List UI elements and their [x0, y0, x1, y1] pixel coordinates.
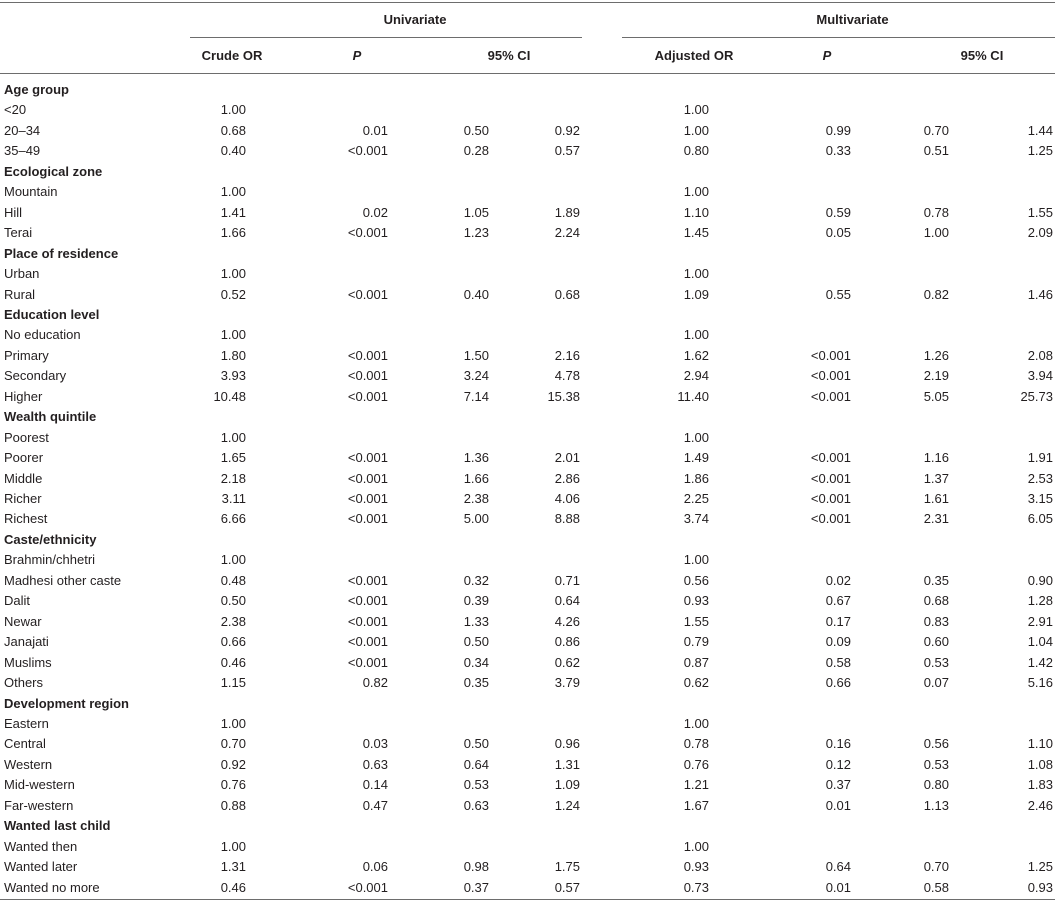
cell-ci-lower-univariate: 0.32 [463, 572, 489, 588]
cell-ci-lower-multivariate: 0.70 [923, 122, 949, 138]
row-label: Rural [4, 286, 36, 302]
cell-ci-upper-univariate: 2.16 [554, 347, 580, 363]
cell-ci-upper-multivariate: 2.09 [1027, 225, 1053, 241]
section-header: Development region [4, 695, 129, 711]
cell-crude-or: 0.48 [220, 572, 246, 588]
cell-crude-or: 0.46 [220, 879, 246, 895]
cell-ci-upper-multivariate: 1.04 [1027, 634, 1053, 650]
cell-ci-upper-multivariate: 1.91 [1027, 450, 1053, 466]
cell-ci-lower-univariate: 1.23 [463, 225, 489, 241]
cell-ci-upper-multivariate: 0.93 [1027, 879, 1053, 895]
cell-crude-or: 2.38 [220, 613, 246, 629]
cell-ci-upper-univariate: 4.78 [554, 368, 580, 384]
cell-p-univariate: <0.001 [347, 654, 388, 670]
cell-adjusted-or: 1.00 [683, 715, 709, 731]
cell-p-univariate: <0.001 [347, 450, 388, 466]
cell-adjusted-or: 1.86 [683, 470, 709, 486]
cell-adjusted-or: 2.25 [683, 491, 709, 506]
cell-ci-lower-multivariate: 0.07 [923, 675, 949, 691]
cell-adjusted-or: 1.09 [683, 286, 709, 302]
row-label: 35–49 [4, 143, 41, 159]
cell-crude-or: 1.00 [220, 184, 246, 200]
cell-p-multivariate: 0.67 [825, 593, 851, 609]
row-label: Wanted no more [4, 879, 100, 895]
cell-crude-or: 1.65 [220, 450, 246, 466]
cell-adjusted-or: 0.87 [683, 654, 709, 670]
cell-ci-upper-univariate: 0.96 [554, 736, 580, 752]
top-rule [0, 2, 1055, 3]
cell-crude-or: 0.88 [220, 797, 246, 813]
cell-crude-or: 1.00 [220, 327, 246, 343]
cell-adjusted-or: 0.78 [683, 736, 709, 752]
cell-adjusted-or: 2.94 [683, 368, 709, 384]
col-header-ci-multivariate: 95% CI [960, 48, 1004, 63]
cell-ci-upper-multivariate: 1.42 [1027, 654, 1053, 670]
row-label: Mid-western [4, 777, 75, 793]
cell-adjusted-or: 3.74 [683, 511, 709, 527]
row-label: Middle [4, 470, 43, 486]
cell-ci-upper-univariate: 2.86 [554, 470, 580, 486]
cell-crude-or: 0.52 [220, 286, 246, 302]
cell-ci-lower-univariate: 0.98 [463, 859, 489, 875]
cell-p-univariate: <0.001 [347, 347, 388, 363]
cell-adjusted-or: 1.62 [683, 347, 709, 363]
row-label: Western [4, 756, 53, 772]
cell-crude-or: 1.41 [220, 204, 246, 220]
cell-adjusted-or: 1.00 [683, 266, 709, 282]
cell-p-multivariate: <0.001 [810, 470, 851, 486]
cell-p-multivariate: <0.001 [810, 368, 851, 384]
row-label: Poorest [4, 429, 49, 445]
cell-ci-upper-multivariate: 3.94 [1027, 368, 1053, 384]
cell-ci-upper-multivariate: 1.08 [1027, 756, 1053, 772]
cell-p-multivariate: 0.01 [825, 879, 851, 895]
cell-adjusted-or: 0.76 [683, 756, 709, 772]
cell-crude-or: 1.00 [220, 429, 246, 445]
row-label: No education [4, 327, 81, 343]
cell-ci-lower-univariate: 0.50 [463, 736, 489, 752]
row-label: Higher [4, 388, 43, 404]
row-label: Mountain [4, 184, 58, 200]
cell-p-multivariate: 0.05 [825, 225, 851, 241]
cell-p-univariate: <0.001 [347, 388, 388, 404]
row-label: <20 [4, 102, 27, 118]
cell-ci-upper-univariate: 3.79 [554, 675, 580, 691]
cell-p-multivariate: 0.02 [825, 572, 851, 588]
cell-adjusted-or: 1.00 [683, 552, 709, 568]
row-label: Hill [4, 204, 23, 220]
cell-ci-lower-univariate: 2.38 [463, 491, 489, 506]
cell-ci-upper-univariate: 1.75 [554, 859, 580, 875]
cell-adjusted-or: 1.00 [683, 122, 709, 138]
col-header-p-univariate: P [352, 48, 362, 63]
cell-crude-or: 1.00 [220, 715, 246, 731]
cell-crude-or: 1.31 [220, 859, 246, 875]
cell-p-multivariate: <0.001 [810, 450, 851, 466]
cell-ci-lower-univariate: 0.50 [463, 634, 489, 650]
cell-adjusted-or: 0.80 [683, 143, 709, 159]
cell-ci-lower-multivariate: 0.68 [923, 593, 949, 609]
cell-p-multivariate: 0.58 [825, 654, 851, 670]
cell-ci-lower-univariate: 1.05 [463, 204, 489, 220]
cell-adjusted-or: 11.40 [677, 388, 709, 404]
cell-ci-upper-multivariate: 1.25 [1027, 143, 1053, 159]
cell-ci-lower-univariate: 0.50 [463, 122, 489, 138]
cell-ci-upper-univariate: 2.01 [554, 450, 580, 466]
cell-ci-lower-univariate: 0.28 [463, 143, 489, 159]
cell-adjusted-or: 0.56 [683, 572, 709, 588]
cell-crude-or: 0.50 [220, 593, 246, 609]
cell-ci-lower-univariate: 0.34 [463, 654, 489, 670]
cell-ci-lower-multivariate: 2.19 [923, 368, 949, 384]
cell-p-univariate: 0.06 [362, 859, 388, 875]
cell-ci-lower-univariate: 1.50 [463, 347, 489, 363]
cell-ci-upper-multivariate: 1.25 [1027, 859, 1053, 875]
cell-p-multivariate: 0.33 [825, 143, 851, 159]
cell-adjusted-or: 1.00 [683, 838, 709, 854]
cell-ci-upper-multivariate: 0.90 [1027, 572, 1053, 588]
cell-ci-lower-multivariate: 0.53 [923, 654, 949, 670]
cell-ci-lower-multivariate: 2.31 [923, 511, 949, 527]
cell-ci-lower-multivariate: 1.26 [923, 347, 949, 363]
row-label: Janajati [4, 634, 49, 650]
cell-ci-upper-univariate: 0.92 [554, 122, 580, 138]
cell-p-univariate: <0.001 [347, 572, 388, 588]
cell-ci-upper-univariate: 1.24 [554, 797, 580, 813]
cell-p-univariate: 0.14 [362, 777, 388, 793]
cell-ci-lower-multivariate: 1.61 [923, 491, 949, 506]
cell-p-multivariate: <0.001 [810, 388, 851, 404]
section-header: Age group [4, 82, 69, 97]
cell-crude-or: 1.66 [220, 225, 246, 241]
cell-p-univariate: <0.001 [347, 286, 388, 302]
cell-ci-lower-multivariate: 0.58 [923, 879, 949, 895]
cell-ci-lower-multivariate: 0.83 [923, 613, 949, 629]
section-header: Education level [4, 306, 100, 322]
multivariate-rule [622, 37, 1055, 38]
section-header: Place of residence [4, 245, 119, 261]
group-header-univariate: Univariate [383, 12, 447, 27]
cell-adjusted-or: 0.79 [683, 634, 709, 650]
cell-ci-upper-multivariate: 3.15 [1027, 491, 1053, 506]
cell-ci-upper-multivariate: 5.16 [1027, 675, 1053, 691]
cell-adjusted-or: 0.62 [683, 675, 709, 691]
cell-adjusted-or: 1.00 [683, 184, 709, 200]
cell-ci-lower-multivariate: 0.53 [923, 756, 949, 772]
col-header-adjusted-or: Adjusted OR [654, 48, 734, 63]
cell-p-multivariate: <0.001 [810, 511, 851, 527]
cell-adjusted-or: 1.10 [683, 204, 709, 220]
univariate-rule [190, 37, 582, 38]
cell-adjusted-or: 1.00 [683, 327, 709, 343]
cell-ci-upper-univariate: 0.86 [554, 634, 580, 650]
cell-adjusted-or: 0.93 [683, 859, 709, 875]
cell-p-univariate: <0.001 [347, 368, 388, 384]
cell-p-univariate: <0.001 [347, 143, 388, 159]
row-label: Madhesi other caste [4, 572, 122, 588]
cell-p-univariate: 0.03 [362, 736, 388, 752]
cell-crude-or: 0.66 [220, 634, 246, 650]
row-label: Brahmin/chhetri [4, 552, 96, 568]
cell-ci-upper-univariate: 2.24 [554, 225, 580, 241]
cell-p-multivariate: 0.66 [825, 675, 851, 691]
cell-p-multivariate: 0.17 [825, 613, 851, 629]
cell-crude-or: 1.00 [220, 102, 246, 118]
cell-ci-lower-univariate: 1.33 [463, 613, 489, 629]
cell-ci-upper-univariate: 4.06 [554, 491, 580, 506]
cell-adjusted-or: 0.93 [683, 593, 709, 609]
cell-crude-or: 10.48 [213, 388, 246, 404]
cell-p-multivariate: <0.001 [810, 347, 851, 363]
cell-ci-upper-univariate: 0.71 [554, 572, 580, 588]
cell-p-multivariate: 0.37 [825, 777, 851, 793]
cell-p-multivariate: 0.16 [825, 736, 851, 752]
cell-adjusted-or: 1.21 [683, 777, 709, 793]
cell-ci-upper-multivariate: 25.73 [1020, 388, 1053, 404]
cell-p-univariate: <0.001 [347, 511, 388, 527]
cell-adjusted-or: 0.73 [683, 879, 709, 895]
cell-p-univariate: 0.47 [362, 797, 388, 813]
row-label: 20–34 [4, 122, 41, 138]
row-label: Muslims [4, 654, 52, 670]
cell-ci-lower-univariate: 0.63 [463, 797, 489, 813]
cell-ci-upper-univariate: 1.09 [554, 777, 580, 793]
section-header: Caste/ethnicity [4, 531, 97, 547]
row-label: Poorer [4, 450, 44, 466]
cell-crude-or: 0.76 [220, 777, 246, 793]
row-label: Urban [4, 266, 40, 282]
cell-ci-upper-univariate: 0.62 [554, 654, 580, 670]
col-header-crude-or: Crude OR [201, 48, 263, 63]
row-label: Richer [4, 491, 42, 506]
cell-adjusted-or: 1.00 [683, 429, 709, 445]
cell-ci-upper-univariate: 15.38 [547, 388, 580, 404]
cell-crude-or: 0.70 [220, 736, 246, 752]
cell-crude-or: 0.68 [220, 122, 246, 138]
cell-adjusted-or: 1.45 [683, 225, 709, 241]
bottom-rule [0, 899, 1055, 900]
cell-ci-upper-multivariate: 2.46 [1027, 797, 1053, 813]
cell-ci-lower-univariate: 0.40 [463, 286, 489, 302]
cell-p-univariate: <0.001 [347, 470, 388, 486]
cell-crude-or: 6.66 [220, 511, 246, 527]
cell-ci-upper-multivariate: 1.44 [1027, 122, 1053, 138]
cell-adjusted-or: 1.67 [683, 797, 709, 813]
cell-ci-upper-multivariate: 2.08 [1027, 347, 1053, 363]
cell-ci-lower-multivariate: 0.82 [923, 286, 949, 302]
cell-ci-upper-multivariate: 1.83 [1027, 777, 1053, 793]
cell-ci-lower-multivariate: 1.16 [923, 450, 949, 466]
row-label: Secondary [4, 368, 67, 384]
row-label: Dalit [4, 593, 31, 609]
cell-ci-lower-multivariate: 0.80 [923, 777, 949, 793]
cell-ci-upper-multivariate: 1.28 [1027, 593, 1053, 609]
cell-ci-upper-univariate: 1.89 [554, 204, 580, 220]
cell-ci-upper-univariate: 0.68 [554, 286, 580, 302]
cell-ci-lower-univariate: 0.37 [463, 879, 489, 895]
cell-adjusted-or: 1.00 [683, 102, 709, 118]
cell-crude-or: 0.92 [220, 756, 246, 772]
cell-adjusted-or: 1.55 [683, 613, 709, 629]
cell-ci-lower-multivariate: 0.70 [923, 859, 949, 875]
cell-p-univariate: <0.001 [347, 593, 388, 609]
row-label: Primary [4, 347, 49, 363]
cell-p-univariate: 0.02 [362, 204, 388, 220]
row-label: Central [4, 736, 46, 752]
cell-ci-upper-multivariate: 1.55 [1027, 204, 1053, 220]
cell-ci-upper-univariate: 1.31 [554, 756, 580, 772]
section-header: Wanted last child [4, 818, 111, 834]
row-label: Eastern [4, 715, 49, 731]
cell-p-univariate: 0.63 [362, 756, 388, 772]
group-header-multivariate: Multivariate [816, 12, 889, 27]
cell-ci-upper-multivariate: 2.91 [1027, 613, 1053, 629]
cell-p-multivariate: 0.09 [825, 634, 851, 650]
cell-p-multivariate: <0.001 [810, 491, 851, 506]
cell-ci-lower-univariate: 0.53 [463, 777, 489, 793]
cell-crude-or: 1.00 [220, 266, 246, 282]
cell-crude-or: 0.40 [220, 143, 246, 159]
cell-ci-lower-univariate: 3.24 [463, 368, 489, 384]
cell-ci-lower-multivariate: 0.56 [923, 736, 949, 752]
cell-p-univariate: <0.001 [347, 225, 388, 241]
cell-ci-lower-univariate: 1.36 [463, 450, 489, 466]
cell-ci-lower-multivariate: 1.37 [923, 470, 949, 486]
cell-ci-lower-multivariate: 0.51 [923, 143, 949, 159]
cell-p-univariate: <0.001 [347, 491, 388, 506]
cell-p-multivariate: 0.59 [825, 204, 851, 220]
row-label: Wanted then [4, 838, 78, 854]
section-header: Ecological zone [4, 163, 103, 179]
cell-p-multivariate: 0.55 [825, 286, 851, 302]
cell-p-univariate: <0.001 [347, 613, 388, 629]
cell-p-univariate: <0.001 [347, 879, 388, 895]
cell-ci-upper-multivariate: 2.53 [1027, 470, 1053, 486]
cell-crude-or: 1.00 [220, 838, 246, 854]
cell-ci-lower-multivariate: 0.60 [923, 634, 949, 650]
cell-adjusted-or: 1.49 [683, 450, 709, 466]
cell-ci-upper-univariate: 0.57 [554, 143, 580, 159]
cell-p-multivariate: 0.99 [825, 122, 851, 138]
col-header-p-multivariate: P [822, 48, 832, 63]
cell-p-univariate: <0.001 [347, 634, 388, 650]
row-label: Far-western [4, 797, 74, 813]
row-label: Richest [4, 511, 48, 527]
cell-ci-lower-univariate: 5.00 [463, 511, 489, 527]
cell-ci-lower-univariate: 7.14 [463, 388, 489, 404]
cell-crude-or: 0.46 [220, 654, 246, 670]
cell-ci-lower-multivariate: 5.05 [923, 388, 949, 404]
cell-ci-lower-univariate: 0.64 [463, 756, 489, 772]
cell-ci-lower-multivariate: 0.35 [923, 572, 949, 588]
cell-p-univariate: 0.82 [362, 675, 388, 691]
cell-ci-upper-multivariate: 1.10 [1027, 736, 1053, 752]
cell-crude-or: 3.93 [220, 368, 246, 384]
cell-p-univariate: 0.01 [362, 122, 388, 138]
cell-ci-lower-univariate: 0.35 [463, 675, 489, 691]
cell-crude-or: 2.18 [220, 470, 246, 486]
cell-p-multivariate: 0.12 [825, 756, 851, 772]
cell-ci-lower-univariate: 0.39 [463, 593, 489, 609]
cell-ci-upper-univariate: 0.57 [554, 879, 580, 895]
cell-crude-or: 1.80 [220, 347, 246, 363]
cell-ci-lower-univariate: 1.66 [463, 470, 489, 486]
cell-ci-upper-multivariate: 1.46 [1027, 286, 1053, 302]
cell-ci-upper-multivariate: 6.05 [1027, 511, 1053, 527]
row-label: Terai [4, 225, 33, 241]
cell-p-multivariate: 0.64 [825, 859, 851, 875]
cell-ci-lower-multivariate: 0.78 [923, 204, 949, 220]
cell-crude-or: 3.11 [221, 491, 246, 506]
cell-ci-upper-univariate: 4.26 [554, 613, 580, 629]
header-rule [0, 73, 1055, 74]
row-label: Wanted later [4, 859, 78, 875]
row-label: Others [4, 675, 44, 691]
cell-ci-lower-multivariate: 1.00 [923, 225, 949, 241]
col-header-ci-univariate: 95% CI [487, 48, 531, 63]
row-label: Newar [4, 613, 42, 629]
cell-ci-lower-multivariate: 1.13 [923, 797, 949, 813]
cell-crude-or: 1.00 [220, 552, 246, 568]
cell-crude-or: 1.15 [220, 675, 246, 691]
cell-ci-upper-univariate: 8.88 [554, 511, 580, 527]
section-header: Wealth quintile [4, 409, 97, 425]
cell-p-multivariate: 0.01 [825, 797, 851, 813]
cell-ci-upper-univariate: 0.64 [554, 593, 580, 609]
